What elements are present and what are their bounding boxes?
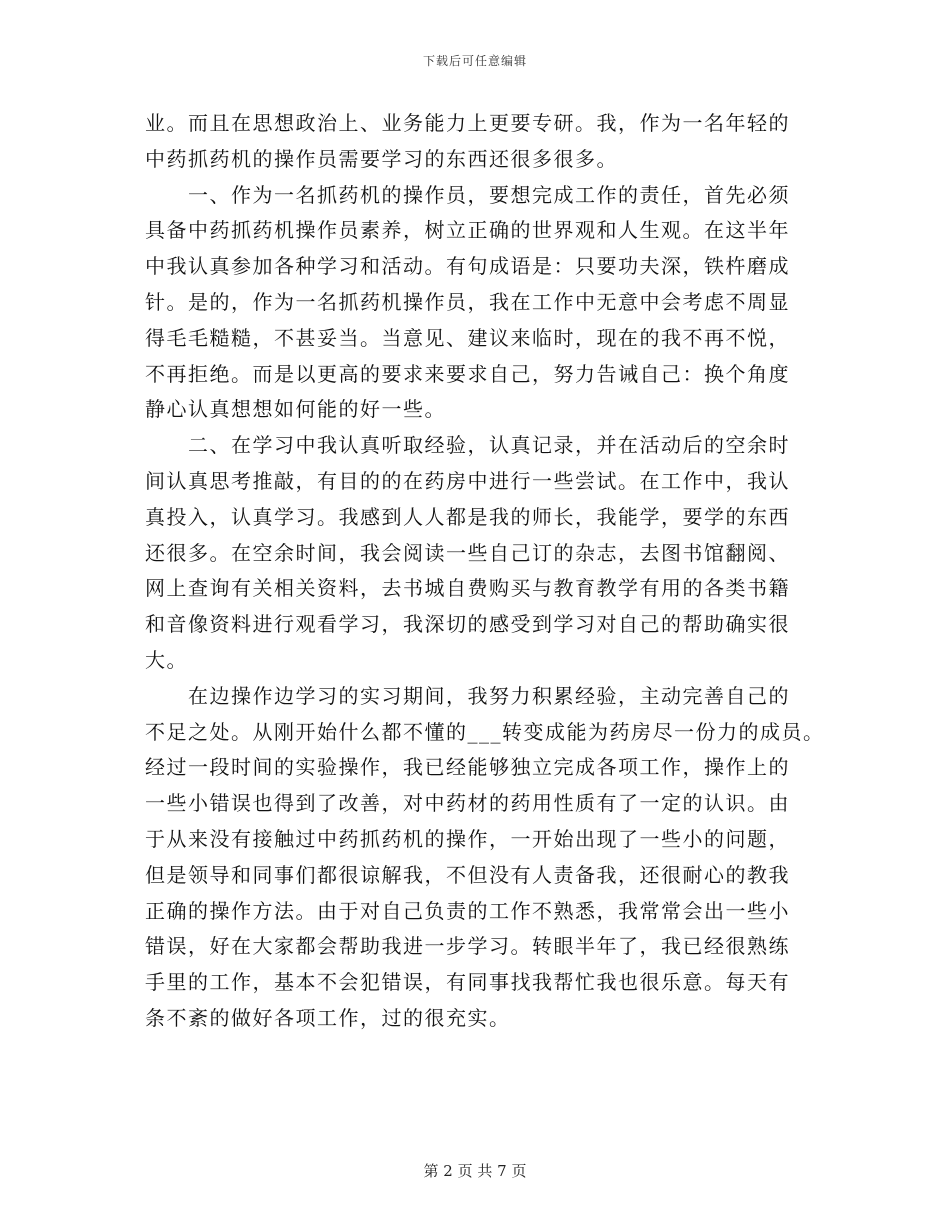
text-line: 不再拒绝。而是以更高的要求来要求自己，努力告诫自己：换个角度 xyxy=(145,361,790,386)
text-line: 一、作为一名抓药机的操作员，要想完成工作的责任，首先必须 xyxy=(145,182,790,207)
text-line: 中药抓药机的操作员需要学习的东西还很多很多。 xyxy=(145,146,618,171)
text-line: 得毛毛糙糙，不甚妥当。当意见、建议来临时，现在的我不再不悦， xyxy=(145,325,790,350)
text-line: 二、在学习中我认真听取经验，认真记录，并在活动后的空余时 xyxy=(145,433,790,458)
document-body xyxy=(145,106,825,1037)
text-line: 于从来没有接触过中药抓药机的操作，一开始出现了一些小的问题， xyxy=(145,826,790,851)
text-line: 经过一段时间的实验操作，我已经能够独立完成各项工作，操作上的 xyxy=(145,755,790,780)
text-line: 但是领导和同事们都很谅解我，不但没有人责备我，还很耐心的教我 xyxy=(145,862,790,887)
text-line: 条不紊的做好各项工作，过的很充实。 xyxy=(145,1005,511,1030)
text-line: 不足之处。从刚开始什么都不懂的___转变成能为药房尽一份力的成员。 xyxy=(145,719,825,744)
text-line: 中我认真参加各种学习和活动。有句成语是：只要功夫深，铁杵磨成 xyxy=(145,254,790,279)
text-line: 错误，好在大家都会帮助我进一步学习。转眼半年了，我已经很熟练 xyxy=(145,934,790,959)
text-line: 针。是的，作为一名抓药机操作员，我在工作中无意中会考虑不周显 xyxy=(145,289,790,314)
text-line: 真投入，认真学习。我感到人人都是我的师长，我能学，要学的东西 xyxy=(145,504,790,529)
text-line: 和音像资料进行观看学习，我深切的感受到学习对自己的帮助确实很 xyxy=(145,612,790,637)
page-header: 下载后可任意编辑 xyxy=(422,54,527,68)
text-line: 业。而且在思想政治上、业务能力上更要专研。我，作为一名年轻的 xyxy=(145,111,790,135)
text-line: 具备中药抓药机操作员素养，树立正确的世界观和人生观。在这半年 xyxy=(145,218,790,243)
text-line: 手里的工作，基本不会犯错误，有同事找我帮忙我也很乐意。每天有 xyxy=(145,970,790,995)
text-line: 静心认真想想如何能的好一些。 xyxy=(145,397,446,422)
text-line: 一些小错误也得到了改善，对中药材的药用性质有了一定的认识。由 xyxy=(145,791,790,816)
text-line: 还很多。在空余时间，我会阅读一些自己订的杂志，去图书馆翻阅、 xyxy=(145,540,790,565)
text-line: 大。 xyxy=(145,647,188,672)
text-line: 在边操作边学习的实习期间，我努力积累经验，主动完善自己的 xyxy=(145,683,790,708)
text-line: 正确的操作方法。由于对自己负责的工作不熟悉，我常常会出一些小 xyxy=(145,898,790,923)
text-line: 网上查询有关相关资料，去书城自费购买与教育教学有用的各类书籍 xyxy=(145,576,790,601)
page-footer: 第 2 页 共 7 页 xyxy=(423,1162,527,1180)
text-line: 间认真思考推敲，有目的的在药房中进行一些尝试。在工作中，我认 xyxy=(145,468,790,493)
